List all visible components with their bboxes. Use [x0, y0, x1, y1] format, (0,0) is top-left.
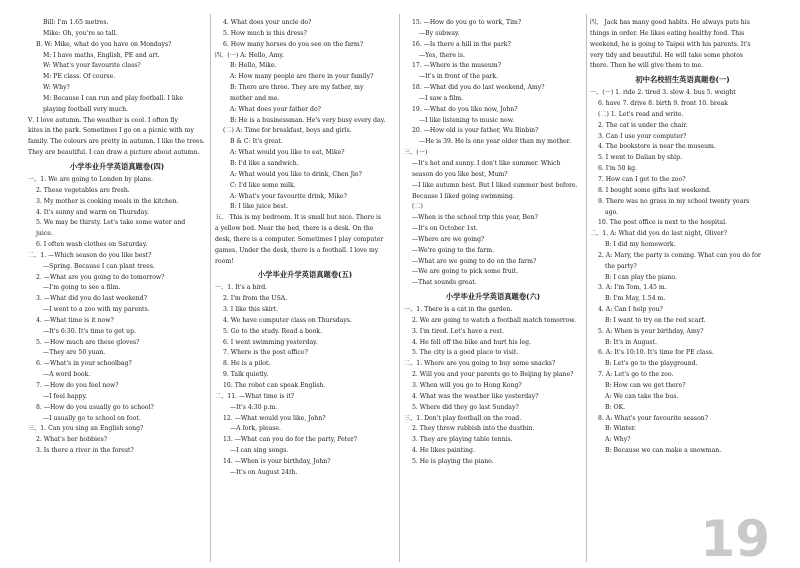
text-line: 4. The bookstore is near the museum.: [598, 143, 716, 151]
text-line: 6. I'm 50 kg.: [598, 165, 638, 173]
text-line: 7. A: Let's go to the zoo.: [598, 371, 674, 379]
text-line: 3. I like this skirt.: [223, 306, 279, 314]
column-3: [404, 18, 582, 468]
text-line: 12. —What would you like, John?: [223, 414, 326, 422]
text-line: —I'm going to see a film.: [43, 284, 121, 292]
text-line: —A fork, please.: [230, 425, 281, 433]
text-line: room!: [215, 257, 234, 265]
text-line: —I can sing songs.: [230, 447, 289, 455]
text-line: 5. I went to Dalian by ship.: [598, 154, 682, 162]
text-line: games. Under the desk, there is a football. I love my: [215, 246, 379, 254]
text-line: —He is 39. He is one year older than my mother.: [419, 138, 571, 146]
text-line: 5. —How much are these gloves?: [36, 338, 140, 346]
text-line: 5. The city is a good place to visit.: [412, 349, 519, 357]
text-line: 2. I'm from the USA.: [223, 295, 288, 303]
text-line: (二): [412, 203, 423, 211]
text-line: 2. Will you and your parents go to Beijing by plane?: [412, 371, 574, 379]
text-line: A: What would you like to eat, Mike?: [230, 149, 345, 157]
text-line: B: OK.: [605, 403, 626, 411]
text-line: 3. I'm tired. Let's have a rest.: [412, 327, 504, 335]
text-line: 3. Can I use your computer?: [598, 132, 687, 140]
text-line: 四、(一) A: Hello, Amy.: [215, 51, 285, 59]
text-line: B: I did my homework.: [605, 241, 676, 249]
text-line: weekend, he is going to Taipei with his parents. It's: [590, 40, 751, 48]
text-line: M: I have maths, English, PE and art.: [43, 51, 160, 59]
text-line: —We are going to pick some fruit.: [412, 268, 519, 276]
text-line: 4. What does your uncle do?: [223, 19, 312, 26]
section-heading: 小学毕业升学英语真题卷(四): [69, 161, 165, 171]
text-line: —We're going to the farm.: [412, 246, 494, 254]
text-line: 二、11. —What time is it?: [215, 392, 295, 400]
text-line: 19. —What do you like now, John?: [412, 105, 518, 113]
text-line: 8. —How do you usually go to school?: [36, 403, 154, 411]
text-line: B: I like juice best.: [230, 203, 289, 211]
text-line: 2. A: Mary, the party is coming. What can you do for: [598, 251, 761, 259]
text-line: a yellow bed. Near the bed, there is a desk. On the: [215, 225, 374, 233]
text-line: 7. —How do you feel now?: [36, 382, 119, 389]
text-line: 8. A: What's your favourite season?: [598, 414, 709, 422]
text-line: (二) A: Time for breakfast, boys and girls.: [223, 127, 352, 135]
text-line: —Where are we going?: [412, 235, 485, 243]
text-line: A: We can take the bus.: [605, 392, 679, 400]
text-line: 5. We may be thirsty. Let's take some water and: [36, 219, 186, 227]
text-line: 9. Talk quietly.: [223, 371, 269, 379]
section-heading: 小学毕业升学英语真题卷(六): [445, 292, 541, 302]
text-line: —That sounds great.: [412, 279, 477, 287]
text-line: 三、1. Don't play football on the road.: [404, 414, 522, 422]
text-line: 3. Is there a river in the forest?: [36, 447, 134, 455]
text-line: W: Why?: [43, 84, 70, 92]
text-line: 四、 Jack has many good habits. He always puts his: [590, 19, 750, 26]
text-line: 一、1. There is a cat in the garden.: [404, 306, 513, 314]
text-line: 13. —What can you do for the party, Peter?: [223, 436, 358, 444]
text-line: 6. I went swimming yesterday.: [223, 338, 318, 346]
text-line: mother and me.: [230, 94, 280, 102]
text-line: B: I want to try on the red scarf.: [605, 316, 706, 324]
text-line: ago.: [605, 208, 619, 216]
text-line: 6. How many horses do you see on the farm?: [223, 40, 364, 48]
text-line: 10. The robot can speak English.: [223, 382, 326, 389]
text-line: family. The colours are pretty in autumn. I like the trees.: [28, 138, 205, 146]
column-2: [215, 18, 395, 479]
text-line: —It's 4:30 p.m.: [230, 403, 278, 411]
text-line: 2. The cat is under the chair.: [598, 121, 688, 129]
text-line: B: There are three. They are my father, my: [230, 84, 364, 92]
text-line: 3. When will you go to Hong Kong?: [412, 382, 522, 389]
text-line: B. W: Mike, what do you have on Mondays?: [36, 40, 172, 48]
text-line: 6. have 7. drive 8. birth 9. front 10. break: [598, 100, 728, 108]
text-line: —I went to a zoo with my parents.: [43, 306, 150, 314]
text-line: 17. —Where is the museum?: [412, 62, 501, 70]
section-heading: 小学毕业升学英语真题卷(五): [257, 270, 353, 280]
section-heading: 初中名校招生英语真题卷(一): [635, 75, 730, 85]
text-line: there. Then he will give them to me.: [590, 62, 704, 70]
text-line: (二) 1. Let's read and write.: [598, 110, 684, 118]
column-4: [590, 18, 775, 457]
text-line: juice.: [36, 230, 53, 238]
text-line: 2. They threw rubbish into the dustbin.: [412, 425, 535, 433]
text-line: —By subway.: [419, 29, 460, 37]
text-line: desk, there is a computer. Sometimes I play computer: [215, 235, 384, 243]
text-line: 4. A: Can I help you?: [598, 306, 663, 314]
text-line: 5. He is playing the piano.: [412, 457, 494, 465]
text-line: A: What does your father do?: [230, 105, 321, 113]
text-line: 7. Where is the post office?: [223, 349, 308, 357]
text-line: 2. What's her hobbies?: [36, 436, 108, 444]
text-line: 3. —What did you do last weekend?: [36, 295, 147, 303]
text-line: —A word book.: [43, 371, 91, 379]
text-line: 6. —What's in your schoolbag?: [36, 360, 132, 368]
text-line: playing football very much.: [43, 105, 129, 113]
text-line: —I like listening to music now.: [419, 116, 515, 124]
text-line: 4. He likes painting.: [412, 447, 475, 455]
text-line: 4. What was the weather like yesterday?: [412, 392, 539, 400]
text-line: 五、 This is my bedroom. It is small but nice. There is: [215, 214, 382, 222]
text-line: 3. They are playing table tennis.: [412, 436, 513, 444]
text-line: 一、(一) 1. ride 2. tired 3. slow 4. bus 5. weight: [590, 89, 736, 97]
text-line: —I saw a film.: [419, 94, 463, 102]
text-line: C: I'd like some milk.: [230, 181, 296, 189]
text-line: B: Because we can make a snowman.: [605, 447, 722, 455]
text-line: —They are 50 yuan.: [43, 349, 106, 357]
text-line: 二、1. Where are you going to buy some snacks?: [404, 360, 556, 368]
text-line: 5. Go to the study. Read a book.: [223, 327, 322, 335]
column-divider: [399, 14, 400, 562]
text-line: 5. Where did they go last Sunday?: [412, 403, 519, 411]
text-line: very tidy and beautiful. He will take some photos: [590, 51, 744, 59]
text-line: A: How many people are there in your family?: [230, 73, 374, 81]
text-line: —I like autumn best. But I liked summer best before.: [412, 181, 578, 189]
text-line: 三、(一): [404, 149, 428, 157]
text-line: 4. It's sunny and warm on Thursday.: [36, 208, 149, 216]
text-line: B: I can play the piano.: [605, 273, 677, 281]
text-line: —When is the school trip this year, Ben?: [412, 214, 538, 222]
text-line: B: Hello, Mike.: [230, 62, 277, 70]
text-line: 18. —What did you do last weekend, Amy?: [412, 84, 545, 92]
text-line: 一、1. It's a bird.: [215, 284, 268, 292]
text-line: A: Why?: [605, 436, 631, 444]
text-line: 4. He fell off the bike and hurt his leg.: [412, 338, 532, 346]
text-line: 4. We have computer class on Thursdays.: [223, 316, 352, 324]
text-line: Mike: Oh, you're so tall.: [43, 29, 118, 37]
text-line: 16. —Is there a hill in the park?: [412, 40, 511, 48]
text-line: B: I'd like a sandwich.: [230, 159, 299, 167]
text-line: 二、1. A: What did you do last night, Oliver?: [590, 230, 727, 238]
text-line: A: What's your favourite drink, Mike?: [230, 192, 347, 200]
text-line: 2. —What are you going to do tomorrow?: [36, 273, 165, 281]
text-line: 10. The post office is next to the hospital.: [598, 219, 728, 227]
text-line: 15. —How do you go to work, Tim?: [412, 19, 522, 26]
text-line: 14. —When is your birthday, John?: [223, 457, 331, 465]
text-line: —I usually go to school on foot.: [43, 414, 141, 422]
text-line: B: Winter.: [605, 425, 636, 433]
text-line: —What are we going to do on the farm?: [412, 257, 537, 265]
text-line: Bill: I'm 1.65 metres.: [43, 19, 109, 26]
text-line: 8. I bought some gifts last weekend.: [598, 186, 711, 194]
text-line: They are beautiful. I can draw a picture about autumn.: [28, 149, 200, 157]
text-line: W: What's your favourite class?: [43, 62, 141, 70]
text-line: 5. A: When is your birthday, Amy?: [598, 327, 704, 335]
text-line: —It's on October 1st.: [412, 225, 478, 233]
text-line: season do you like best, Mum?: [412, 170, 508, 178]
text-line: 一、1. We are going to London by plane.: [28, 175, 153, 183]
text-line: —It's on August 24th.: [230, 468, 298, 476]
text-line: B & C: It's great.: [230, 138, 283, 146]
text-line: 5. How much is this dress?: [223, 29, 307, 37]
text-line: A: What would you like to drink, Chen Jie?: [230, 170, 362, 178]
text-line: —I feel happy.: [43, 392, 88, 400]
text-line: B: Let's go to the playground.: [605, 360, 698, 368]
text-line: 7. How can I get to the zoo?: [598, 175, 686, 183]
text-line: 8. He is a pilot.: [223, 360, 271, 368]
text-line: —It's hot and sunny. I don't like summer. Which: [412, 159, 561, 167]
text-line: M: Because I can run and play football. I like: [43, 94, 184, 102]
text-line: 6. I often wash clothes on Saturday.: [36, 241, 148, 249]
column-divider: [586, 14, 587, 562]
text-line: 9. There was no grass in my school twenty years: [598, 197, 750, 205]
text-line: B: It's in August.: [605, 338, 657, 346]
text-line: things in order. He likes eating healthy food. This: [590, 29, 745, 37]
text-line: —Spring. Because I can plant trees.: [43, 262, 155, 270]
text-line: 2. We are going to watch a football match tomorrow.: [412, 316, 576, 324]
column-1: [28, 18, 206, 457]
text-line: 3. My mother is cooking meals in the kitchen.: [36, 197, 179, 205]
text-line: B: How can we get there?: [605, 382, 686, 389]
text-line: Ⅴ. I love autumn. The weather is cool. I often fly: [28, 116, 178, 124]
text-line: B: I'm May, 1.54 m.: [605, 295, 666, 303]
text-line: 4. —What time is it now?: [36, 316, 114, 324]
text-line: —Yes, there is.: [419, 51, 465, 59]
text-line: 20. —How old is your father, Wu Binbin?: [412, 127, 539, 135]
text-line: 二、1. —Which season do you like best?: [28, 251, 152, 259]
text-line: —It's in front of the park.: [419, 73, 499, 81]
text-line: Because I liked going swimming.: [412, 192, 515, 200]
page-number: 19: [700, 510, 770, 568]
text-line: the party?: [605, 262, 637, 270]
text-line: 3. A: I'm Tom, 1.45 m.: [598, 284, 667, 292]
text-line: 2. These vegetables are fresh.: [36, 186, 130, 194]
text-line: B: He is a businessman. He's very busy every day.: [230, 116, 386, 124]
text-line: 6. A: It's 10:10. It's time for PE class.: [598, 349, 714, 357]
text-line: 三、1. Can you sing an English song?: [28, 425, 144, 433]
text-line: —It's 6:30. It's time to get up.: [43, 327, 136, 335]
text-line: M: PE class. Of course.: [43, 73, 116, 81]
text-line: kites in the park. Sometimes I go on a picnic with my: [28, 127, 194, 135]
column-divider: [210, 14, 211, 562]
